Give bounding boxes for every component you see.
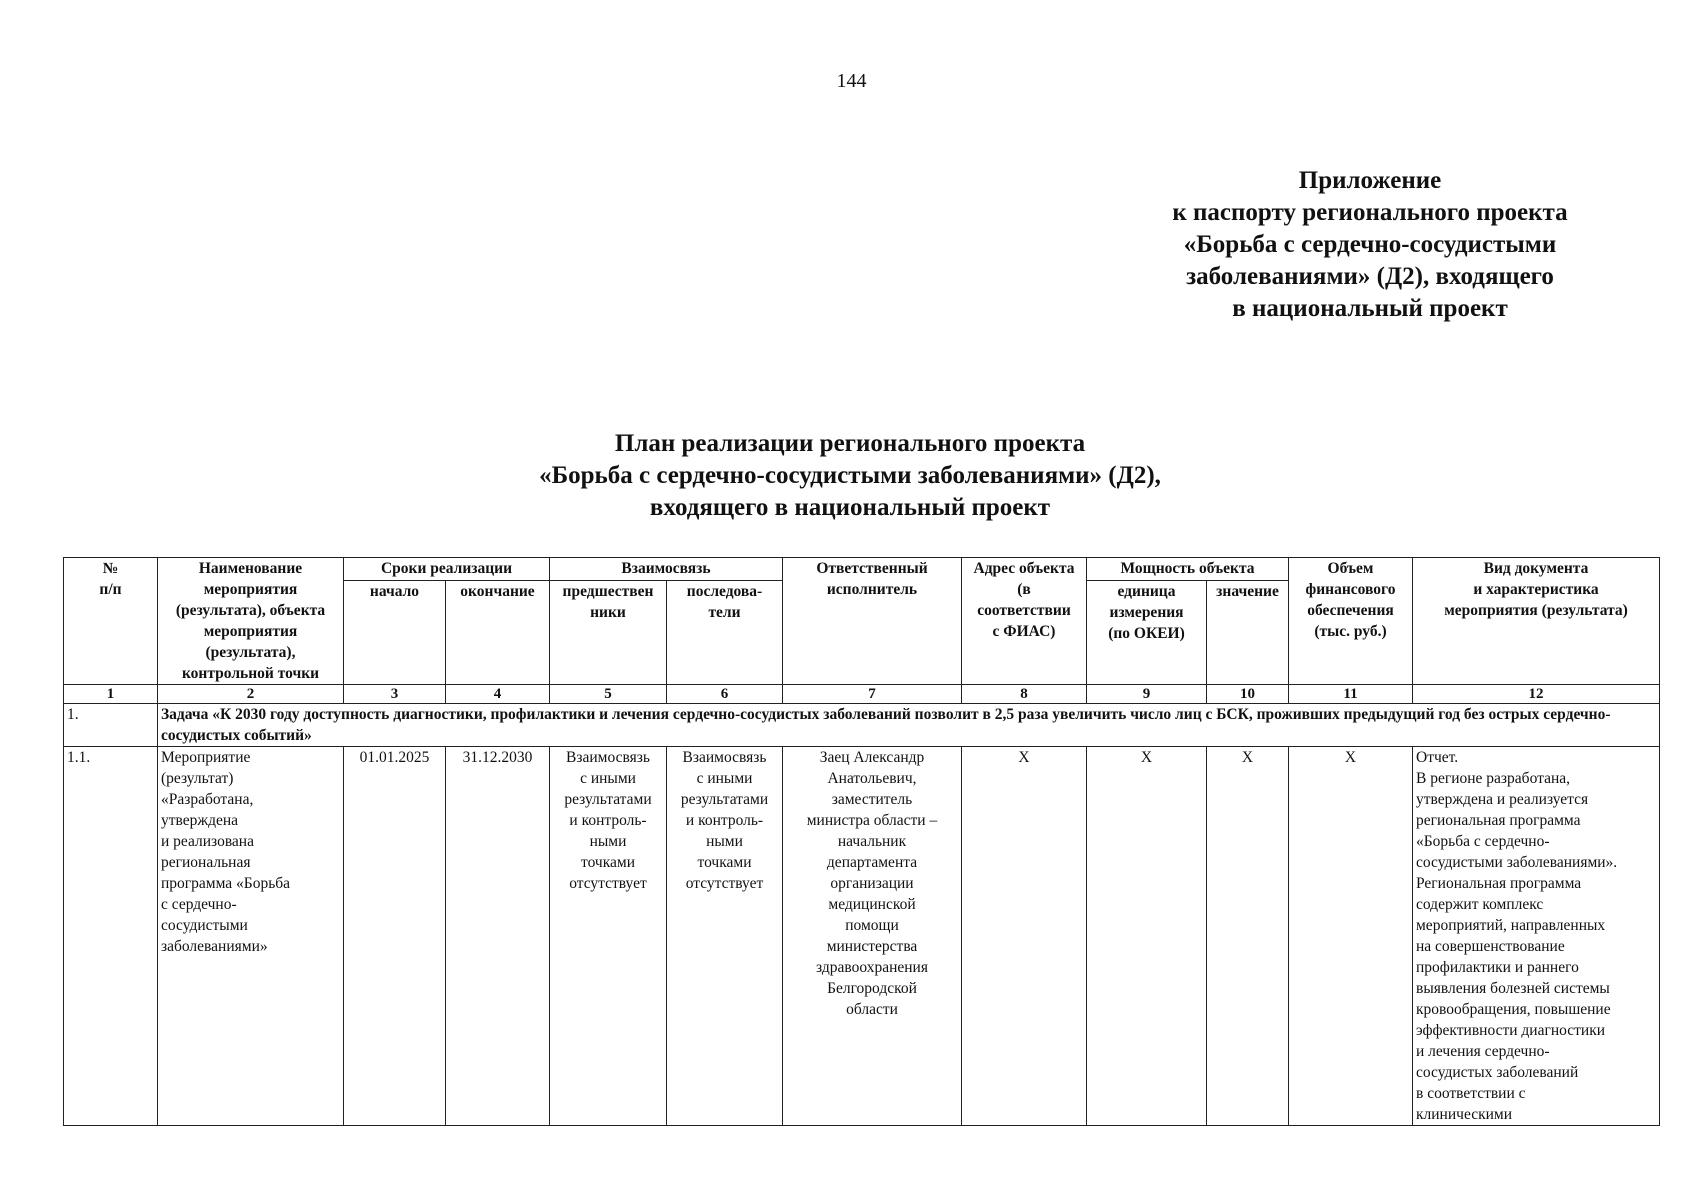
row-executor: Заец Александр Анатольевич, заместитель министра области – начальник департамента организации медицинской помощи министерства здравоохранения Белгородской области bbox=[783, 747, 962, 1126]
header-terms: Сроки реализации bbox=[344, 558, 550, 581]
header-predecessors: предшествен ники bbox=[550, 580, 667, 684]
plan-title bbox=[300, 428, 1400, 524]
header-end: окончание bbox=[446, 580, 550, 684]
task-text: Задача «К 2030 году доступность диагностики, профилактики и лечения сердечно-сосудистых заболеваний позволит в 2,5 раза увеличить число лиц с БСК, проживших предыдущий год без острых сердечно-сосудистых событий» bbox=[158, 704, 1660, 747]
row-successors: Взаимосвязь с иными результатами и контроль- ными точками отсутствует bbox=[667, 747, 783, 1126]
header-row bbox=[64, 558, 1660, 581]
row-funding: Х bbox=[1289, 747, 1413, 1126]
column-number: 4 bbox=[446, 685, 550, 704]
row-doc-type: Отчет. В регионе разработана, утверждена и реализуется региональная программа «Борьба с сердечно- сосудистыми заболеваниями». Региональная программа содержит комплекс мероприятий, направленных на совершенствование профилактики и раннего выявления болезней системы кровообращения, повышение эффективности диагностики и лечения сердечно- сосудистых заболеваний в соответствии с клиническими bbox=[1413, 747, 1660, 1126]
column-number: 6 bbox=[667, 685, 783, 704]
title-line: План реализации регионального проекта bbox=[614, 430, 1086, 457]
table-row bbox=[64, 747, 1660, 1126]
column-number: 3 bbox=[344, 685, 446, 704]
header-executor: Ответственный исполнитель bbox=[783, 558, 962, 685]
column-number: 8 bbox=[962, 685, 1087, 704]
row-address: Х bbox=[962, 747, 1087, 1126]
column-number: 2 bbox=[158, 685, 344, 704]
appendix-line: заболеваниями» (Д2), входящего bbox=[1186, 263, 1554, 290]
plan-table bbox=[63, 557, 1660, 1126]
header-doc-type: Вид документа и характеристика мероприятия (результата) bbox=[1413, 558, 1660, 685]
row-num: 1.1. bbox=[64, 747, 158, 1126]
row-name: Мероприятие (результат) «Разработана, утверждена и реализована региональная программа «Борьба с сердечно- сосудистыми заболеваниями» bbox=[158, 747, 344, 1126]
appendix-line: к паспорту регионального проекта bbox=[1172, 199, 1568, 226]
column-number: 12 bbox=[1413, 685, 1660, 704]
column-number: 11 bbox=[1289, 685, 1413, 704]
appendix-caption bbox=[1100, 165, 1640, 325]
task-row bbox=[64, 704, 1660, 747]
header-successors: последова- тели bbox=[667, 580, 783, 684]
column-number-row bbox=[64, 685, 1660, 704]
header-relation: Взаимосвязь bbox=[550, 558, 783, 581]
title-line: входящего в национальный проект bbox=[649, 494, 1051, 521]
page-number: 144 bbox=[836, 70, 867, 92]
header-value: значение bbox=[1207, 580, 1289, 684]
header-name: Наименование мероприятия (результата), объекта мероприятия (результата), контрольной точки bbox=[158, 558, 344, 685]
appendix-line: в национальный проект bbox=[1232, 295, 1508, 322]
title-line: «Борьба с сердечно-сосудистыми заболеваниями» (Д2), bbox=[539, 462, 1161, 489]
appendix-line: Приложение bbox=[1298, 167, 1442, 194]
row-start: 01.01.2025 bbox=[344, 747, 446, 1126]
column-number: 1 bbox=[64, 685, 158, 704]
header-funding: Объем финансового обеспечения (тыс. руб.) bbox=[1289, 558, 1413, 685]
column-number: 9 bbox=[1087, 685, 1207, 704]
column-number: 7 bbox=[783, 685, 962, 704]
header-start: начало bbox=[344, 580, 446, 684]
column-number: 5 bbox=[550, 685, 667, 704]
row-end: 31.12.2030 bbox=[446, 747, 550, 1126]
row-value: Х bbox=[1207, 747, 1289, 1126]
row-unit: Х bbox=[1087, 747, 1207, 1126]
row-predecessors: Взаимосвязь с иными результатами и контроль- ными точками отсутствует bbox=[550, 747, 667, 1126]
task-num: 1. bbox=[64, 704, 158, 747]
header-address: Адрес объекта (в соответствии с ФИАС) bbox=[962, 558, 1087, 685]
header-num: № п/п bbox=[64, 558, 158, 685]
column-number: 10 bbox=[1207, 685, 1289, 704]
header-capacity: Мощность объекта bbox=[1087, 558, 1289, 581]
appendix-line: «Борьба с сердечно-сосудистыми bbox=[1183, 231, 1557, 258]
header-unit: единица измерения (по ОКЕИ) bbox=[1087, 580, 1207, 684]
